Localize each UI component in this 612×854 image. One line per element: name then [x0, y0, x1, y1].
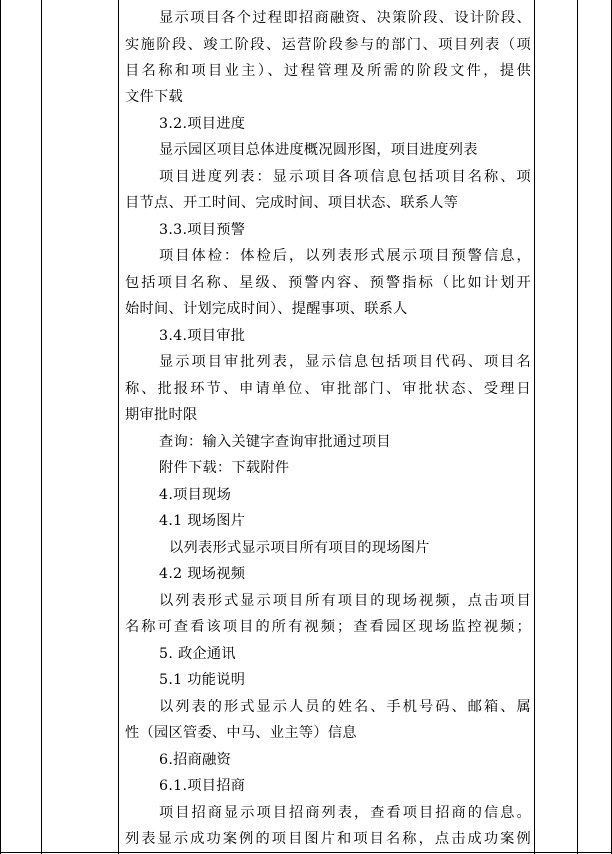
section-heading: 6.招商融资	[159, 752, 232, 768]
paragraph-line: 显示项目审批列表，显示信息包括项目代码、项目名	[159, 354, 531, 370]
section-heading: 5. 政企通讯	[159, 646, 236, 662]
paragraph-line: 目节点、开工时间、完成时间、项目状态、联系人等	[125, 195, 459, 211]
paragraph-line: 显示项目各个过程即招商融资、决策阶段、设计阶段、	[159, 10, 531, 26]
paragraph-line: 性（园区管委、中马、业主等）信息	[125, 725, 357, 741]
paragraph-line: 称、批报环节、申请单位、审批部门、审批状态、受理日	[125, 381, 531, 397]
table-column-divider-1	[41, 0, 42, 854]
paragraph-line: 项目体检：体检后，以列表形式展示项目预警信息，	[159, 248, 531, 264]
section-heading: 3.4.项目审批	[159, 328, 246, 344]
paragraph-line: 以列表的形式显示人员的姓名、手机号码、邮箱、属	[159, 699, 531, 715]
paragraph-line: 实施阶段、竣工阶段、运营阶段参与的部门、项目列表（项	[125, 37, 531, 53]
table-bottom-border	[0, 852, 612, 853]
paragraph-line: 名称可查看该项目的所有视频；查看园区现场监控视频；	[125, 619, 531, 635]
section-heading: 4.1 现场图片	[159, 513, 246, 529]
paragraph-line: 始时间、计划完成时间）、提醒事项、联系人	[125, 301, 408, 317]
paragraph-line: 期审批时限	[125, 407, 198, 423]
table-column-divider-4	[577, 0, 578, 854]
section-heading: 4.2 现场视频	[159, 566, 246, 582]
paragraph-line: 包括项目名称、星级、预警内容、预警指标（比如计划开	[125, 275, 531, 291]
section-heading: 6.1.项目招商	[159, 778, 246, 794]
paragraph-line: 显示园区项目总体进度概况圆形图，项目进度列表	[159, 142, 478, 158]
paragraph-line: 项目招商显示项目招商列表，查看项目招商的信息。	[159, 805, 531, 821]
section-heading: 4.项目现场	[159, 487, 232, 503]
paragraph-line: 项目进度列表：显示项目各项信息包括项目名称、项	[159, 169, 531, 185]
section-heading: 3.2.项目进度	[159, 116, 246, 132]
paragraph-line: 查询：输入关键字查询审批通过项目	[159, 434, 391, 450]
section-heading: 5.1 功能说明	[159, 672, 246, 688]
table-border-left	[0, 0, 1, 854]
paragraph-line: 目名称和项目业主）、过程管理及所需的阶段文件，提供	[125, 63, 531, 79]
paragraph-line: 以列表形式显示项目所有项目的现场视频，点击项目	[159, 593, 531, 609]
paragraph-line: 以列表形式显示项目所有项目的现场图片	[169, 540, 430, 556]
paragraph-line: 文件下载	[125, 89, 183, 105]
table-column-divider-2	[118, 0, 119, 854]
table-column-divider-3	[534, 0, 535, 854]
paragraph-line: 列表显示成功案例的项目图片和项目名称，点击成功案例	[125, 831, 531, 847]
section-heading: 3.3.项目预警	[159, 222, 246, 238]
paragraph-line: 附件下载：下载附件	[159, 460, 290, 476]
